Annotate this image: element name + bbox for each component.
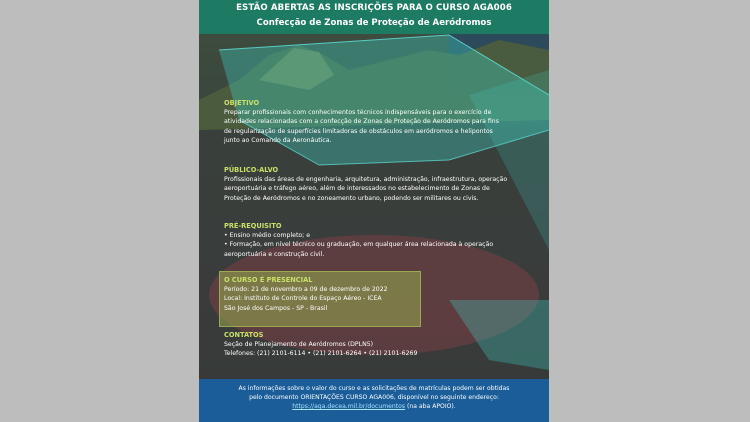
- contatos-line: Seção de Planejamento de Aeródromos (DPLN5): [224, 341, 374, 348]
- prerequisito-line: aeroportuária e construção civil.: [224, 250, 325, 258]
- objetivo-line: Preparar profissionais com conhecimentos técnicos indispensáveis para o exercício de: [224, 109, 492, 116]
- publico-line: Profissionais das áreas de engenharia, arquitetura, administração, infraestrutura, operação: [224, 176, 508, 183]
- footer-link-suffix: (na aba APOIO).: [405, 403, 456, 410]
- objetivo-line: junto ao Comando da Aeronáutica.: [224, 137, 332, 145]
- contatos-section: [224, 331, 527, 359]
- publico-line: Proteção de Aeródromos e no zoneamento urbano, podendo ser militares ou civis.: [224, 194, 479, 202]
- footer-link-line: [199, 402, 549, 411]
- presencial-line: Período: 21 de novembro a 09 de dezembro de 2022: [224, 286, 388, 293]
- poster-subtitle: Confecção de Zonas de Proteção de Aeródromos: [256, 18, 492, 28]
- objetivo-line: atividades relacionadas com a confecção de Zonas de Proteção de Aeródromos para fins: [224, 118, 499, 126]
- poster-header: [199, 0, 549, 34]
- prerequisito-heading: PRÉ-REQUISITO: [224, 222, 282, 230]
- poster-footer: [199, 379, 549, 422]
- course-poster: [199, 0, 549, 422]
- contatos-heading: CONTATOS: [224, 331, 264, 339]
- poster-title: ESTÃO ABERTAS AS INSCRIÇÕES PARA O CURSO AGA006: [236, 3, 512, 13]
- presencial-heading: O CURSO É PRESENCIAL: [224, 276, 313, 284]
- footer-line: As informações sobre o valor do curso e as solicitações de matrículas podem ser obtidas: [238, 385, 510, 392]
- presencial-line: São José dos Campos - SP - Brasil: [224, 304, 328, 312]
- prerequisito-section: [224, 222, 527, 259]
- objetivo-section: [224, 99, 527, 146]
- objetivo-line: de regularização de superfícies limitadoras de obstáculos em aeródromos e helipontos: [224, 127, 493, 135]
- prerequisito-line: • Ensino médio completo; e: [224, 232, 311, 239]
- prerequisito-line: • Formação, em nível técnico ou graduação, em qualquer área relacionada à operação: [224, 241, 494, 249]
- publico-line: aeroportuária e tráfego aéreo, além de interessados no estabelecimento de Zonas de: [224, 185, 490, 193]
- publico-section: [224, 166, 527, 203]
- presencial-line: Local: Instituto de Controle do Espaço Aéreo - ICEA: [224, 295, 382, 303]
- footer-line: pelo documento ORIENTAÇÕES CURSO AGA006, disponível no seguinte endereço:: [249, 394, 499, 401]
- publico-heading: PÚBLICO-ALVO: [224, 166, 279, 174]
- contatos-line: Telefones: (21) 2101-6114 • (21) 2101-6264 • (21) 2101-6269: [224, 350, 418, 358]
- objetivo-heading: OBJETIVO: [224, 99, 260, 107]
- presencial-section: [224, 276, 527, 313]
- documents-link[interactable]: https://aga.decea.mil.br/documentos: [292, 403, 406, 410]
